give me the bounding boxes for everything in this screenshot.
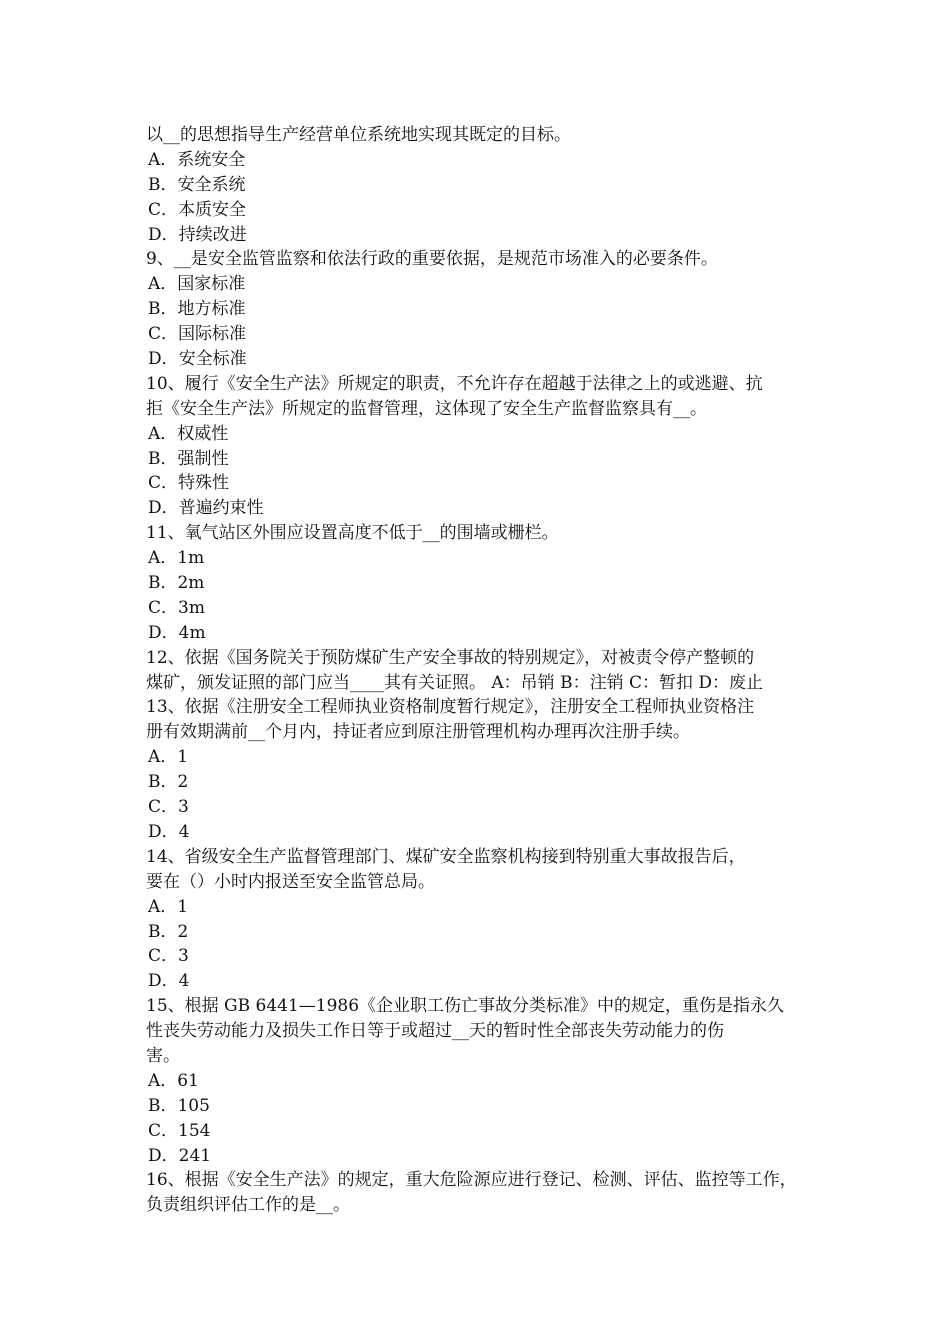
answer-option: B．2m (148, 573, 205, 594)
answer-option: A．系统安全 (148, 149, 246, 170)
question-text-line: 12、依据《国务院关于预防煤矿生产安全事故的特别规定》，对被责令停产整顿的 (146, 647, 755, 668)
answer-option: B．2 (148, 921, 189, 942)
answer-option: A．权威性 (148, 423, 229, 444)
question-text-line: 性丧失劳动能力及损失工作日等于或超过__天的暂时性全部丧失劳动能力的伤 (146, 1021, 724, 1042)
answer-option: C．3 (148, 797, 189, 818)
answer-option: D．持续改进 (148, 224, 247, 245)
answer-option: C．国际标准 (148, 324, 247, 345)
question-text-line: 16、根据《安全生产法》的规定，重大危险源应进行登记、检测、评估、监控等工作， (146, 1170, 797, 1191)
answer-option: B．安全系统 (148, 174, 246, 195)
question-text-line: 册有效期满前__个月内，持证者应到原注册管理机构办理再次注册手续。 (146, 722, 690, 743)
answer-option: B．105 (148, 1095, 210, 1116)
question-text-line: 以__的思想指导生产经营单位系统地实现其既定的目标。 (146, 125, 571, 145)
question-text-line: 11、氧气站区外围应设置高度不低于__的围墙或栅栏。 (146, 523, 559, 544)
question-text-line: 9、__是安全监管监察和依法行政的重要依据，是规范市场准入的必要条件。 (146, 249, 718, 270)
question-text-line: 负责组织评估工作的是__。 (146, 1195, 350, 1216)
answer-option: B．2 (148, 772, 189, 793)
answer-option: A．1 (148, 747, 189, 768)
answer-option: B．强制性 (148, 448, 229, 469)
answer-option: D．241 (148, 1145, 212, 1166)
answer-option: D．4 (148, 971, 190, 992)
question-text-line: 13、依据《注册安全工程师执业资格制度暂行规定》，注册安全工程师执业资格注 (146, 697, 755, 718)
answer-option: D．4m (148, 622, 206, 643)
question-text-line: 要在（）小时内报送至安全监管总局。 (146, 871, 435, 892)
question-text-line: 害。 (146, 1045, 180, 1066)
answer-option: C．本质安全 (148, 199, 247, 220)
answer-option: C．特殊性 (148, 473, 230, 494)
answer-option: C．3m (148, 597, 205, 618)
answer-option: A．61 (148, 1070, 199, 1091)
answer-option: C．3 (148, 946, 189, 967)
answer-option: C．154 (148, 1120, 211, 1141)
question-list (146, 123, 810, 1218)
answer-option: D．普遍约束性 (148, 498, 264, 519)
answer-option: D．4 (148, 821, 190, 842)
question-text-line: 10、履行《安全生产法》所规定的职责，不允许存在超越于法律之上的或逃避、抗 (146, 373, 763, 394)
answer-option: D．安全标准 (148, 349, 247, 370)
answer-option: B．地方标准 (148, 299, 246, 320)
question-text-line: 煤矿，颁发证照的部门应当____其有关证照。 A：吊销 B：注销 C：暂扣 D：废止 (146, 672, 764, 693)
answer-option: A．1m (148, 548, 205, 569)
question-text-line: 拒《安全生产法》所规定的监督管理，这体现了安全生产监督监察具有__。 (146, 398, 707, 419)
answer-option: A．1 (148, 896, 189, 917)
question-text-line: 14、省级安全生产监督管理部门、煤矿安全监察机构接到特别重大事故报告后， (146, 846, 746, 867)
answer-option: A．国家标准 (148, 274, 246, 295)
question-text-line: 15、根据 GB 6441—1986《企业职工伤亡事故分类标准》中的规定，重伤是指永久 (146, 996, 785, 1017)
